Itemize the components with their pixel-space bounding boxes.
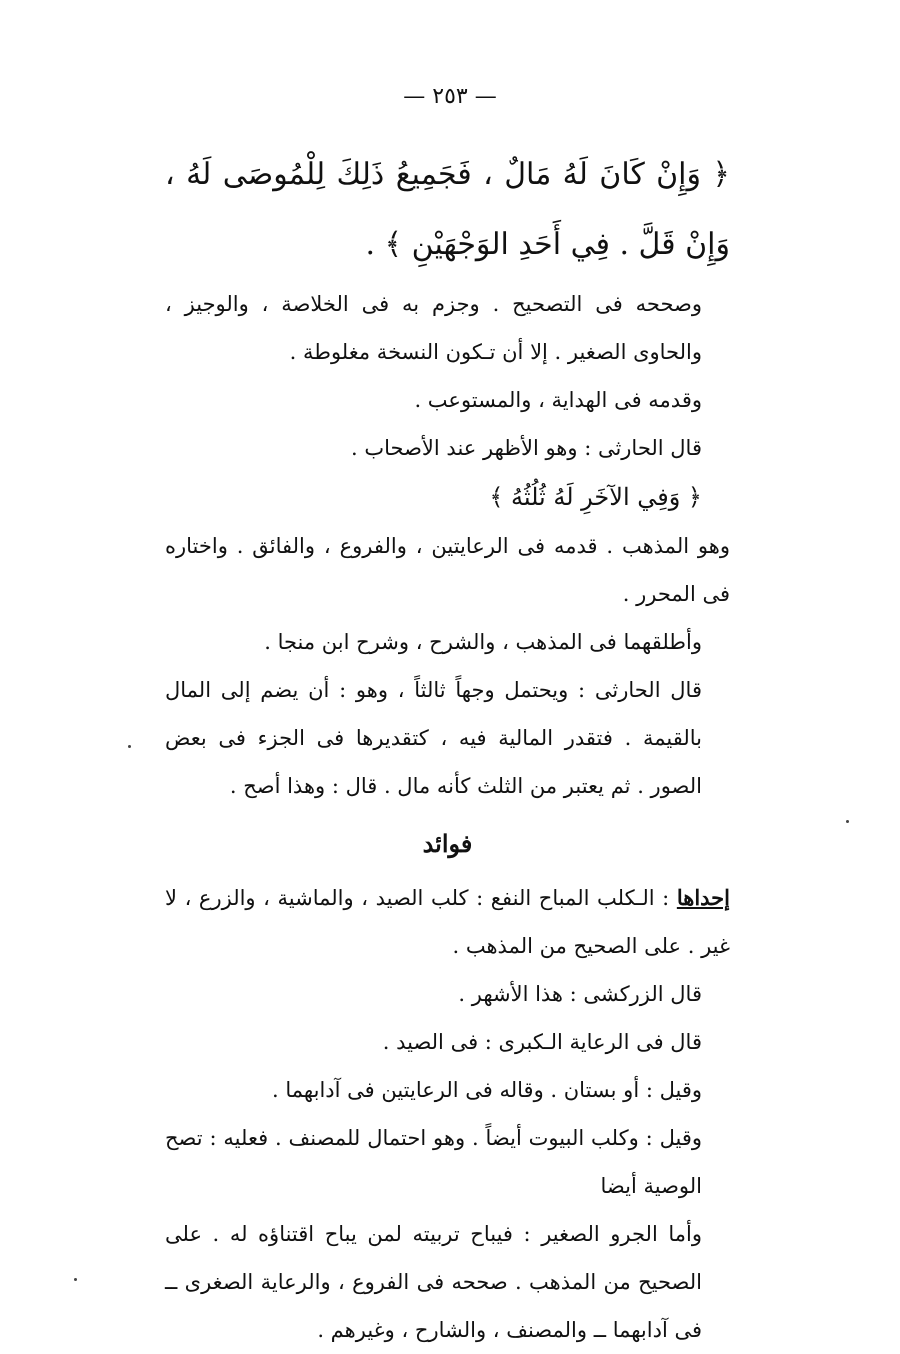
paragraph: وصححه فى التصحيح . وجزم به فى الخلاصة ، والوجيز ، والحاوى الصغير . إلا أن تـكون النسخة مغلوطة . [165, 292, 702, 364]
paragraph: وهو المذهب . قدمه فى الرعايتين ، والفروع ، والفائق . واختاره فى المحرر . [165, 534, 730, 606]
quoted-text: ﴿ وَفِي الآخَرِ لَهُ ثُلُثُهُ ﴾ [489, 483, 702, 511]
quoted-text: ﴿ وَإِنْ كَانَ لَهُ مَالٌ ، فَجَمِيعُ ذَلِكَ لِلْمُوصَى لَهُ ، وَإِنْ قَلَّ . فِي أَحَدِ الوَجْهَيْنِ ﴾ . [165, 157, 730, 262]
paragraph: قال فى الرعاية الـكبرى : فى الصيد . [382, 1030, 702, 1054]
paragraph: وقدمه فى الهداية ، والمستوعب . [414, 388, 702, 412]
paragraph: وأطلقهما فى المذهب ، والشرح ، وشرح ابن منجا . [264, 630, 702, 654]
paragraph-text: : الـكلب المباح النفع : كلب الصيد ، والماشية ، والزرع ، لا غير . على الصحيح من المذهب . [165, 886, 730, 958]
paragraph [165, 874, 730, 970]
page-number: — ٢٥٣ — [403, 84, 497, 109]
paragraph: قال الحارثى : ويحتمل وجهاً ثالثاً ، وهو : أن يضم إلى المال بالقيمة . فتقدر المالية فيه ، كتقديرها فى الجزء فى بعض الصور . ثم يعتبر من الثلث كأنه مال . قال : وهذا أصح . [165, 678, 702, 798]
speck-mark [846, 820, 849, 823]
paragraph: وأما الجرو الصغير : فيباح تربيته لمن يباح اقتناؤه له . على الصحيح من المذهب . صححه فى الفروع ، والرعاية الصغرى ــ فى آدابهما ــ والمصنف ، والشارح ، وغيرهم . [165, 1222, 702, 1342]
section-heading: فوائد [422, 829, 473, 858]
paragraph: وقيل : وكلب البيوت أيضاً . وهو احتمال للمصنف . فعليه : تصح الوصية أيضا [165, 1126, 702, 1198]
paragraph: قال الزركشى : هذا الأشهر . [458, 982, 702, 1006]
lead-word: إحداها [676, 885, 730, 910]
paragraph: وقيل : أو بستان . وقاله فى الرعايتين فى آدابهما . [272, 1078, 702, 1102]
speck-mark [74, 1278, 77, 1281]
paragraph: قال الحارثى : وهو الأظهر عند الأصحاب . [351, 436, 702, 460]
page-body [165, 140, 730, 1354]
speck-mark [128, 745, 131, 748]
